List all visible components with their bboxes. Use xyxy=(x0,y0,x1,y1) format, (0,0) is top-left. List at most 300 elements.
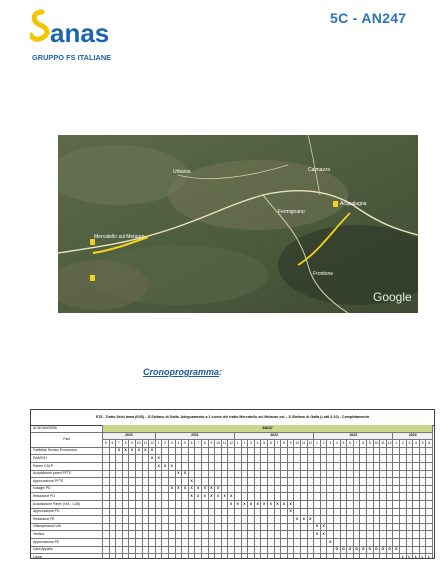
schedule-cell xyxy=(235,516,242,524)
schedule-cell xyxy=(426,463,433,471)
schedule-cell xyxy=(321,493,328,501)
schedule-title: E78 - Tratto Selci lama (E45) – S.Stefano di Gaifa. Adeguamento a 2 corsie del tratto Mercatello sul Metauro est – S.Stefano di Gaifa (Lotti 5-10) - Completamento xyxy=(31,410,434,426)
schedule-cell xyxy=(103,531,110,539)
schedule-cell xyxy=(162,539,169,547)
schedule-cell xyxy=(136,471,143,479)
schedule-cell xyxy=(136,455,143,463)
schedule-cell xyxy=(360,463,367,471)
schedule-cell xyxy=(235,493,242,501)
schedule-cell xyxy=(275,455,282,463)
schedule-cell xyxy=(129,539,136,547)
schedule-cell xyxy=(301,509,308,517)
schedule-cell xyxy=(281,547,288,555)
schedule-cell xyxy=(103,524,110,532)
schedule-cell xyxy=(136,554,143,559)
schedule-cell xyxy=(288,448,295,456)
schedule-cell xyxy=(374,554,381,559)
schedule-cell xyxy=(268,547,275,555)
schedule-cell xyxy=(288,478,295,486)
schedule-cell xyxy=(334,486,341,494)
schedule-cell xyxy=(334,539,341,547)
schedule-cell xyxy=(255,516,262,524)
schedule-cell xyxy=(367,471,374,479)
schedule-cell xyxy=(288,539,295,547)
schedule-cell xyxy=(182,554,189,559)
schedule-cell xyxy=(136,524,143,532)
schedule-cell xyxy=(420,539,427,547)
schedule-cell xyxy=(374,501,381,509)
schedule-mark: G xyxy=(354,547,361,555)
schedule-cell xyxy=(301,554,308,559)
schedule-cell xyxy=(116,531,123,539)
schedule-cell xyxy=(380,493,387,501)
schedule-mark: L xyxy=(413,554,420,559)
schedule-cell xyxy=(129,554,136,559)
schedule-mark: L xyxy=(420,554,427,559)
schedule-cell xyxy=(176,554,183,559)
schedule-cell xyxy=(228,463,235,471)
month-header: 10 xyxy=(136,440,143,448)
schedule-cell xyxy=(110,554,117,559)
schedule-cell xyxy=(321,539,328,547)
schedule-cell xyxy=(189,524,196,532)
schedule-cell xyxy=(426,493,433,501)
schedule-cell xyxy=(393,486,400,494)
schedule-cell xyxy=(222,471,229,479)
schedule-cell xyxy=(374,516,381,524)
schedule-cell xyxy=(367,524,374,532)
schedule-cell xyxy=(136,486,143,494)
schedule-mark: X xyxy=(288,509,295,517)
schedule-cell xyxy=(242,493,249,501)
schedule-cell xyxy=(255,478,262,486)
schedule-cell xyxy=(288,493,295,501)
schedule-cell xyxy=(413,478,420,486)
schedule-cell xyxy=(321,471,328,479)
month-header: 8 xyxy=(281,440,288,448)
schedule-cell xyxy=(281,486,288,494)
schedule-cell xyxy=(294,455,301,463)
month-header: 7 xyxy=(195,440,202,448)
schedule-cell xyxy=(341,524,348,532)
schedule-mark: X xyxy=(222,493,229,501)
code-label: ACNOAN00096 xyxy=(31,425,103,433)
schedule-cell xyxy=(123,493,130,501)
schedule-cell xyxy=(261,486,268,494)
schedule-cell xyxy=(255,509,262,517)
schedule-cell xyxy=(354,471,361,479)
schedule-cell xyxy=(354,516,361,524)
schedule-cell xyxy=(380,524,387,532)
schedule-mark: X xyxy=(261,501,268,509)
schedule-cell xyxy=(182,516,189,524)
schedule-mark: L xyxy=(407,554,414,559)
schedule-cell xyxy=(202,509,209,517)
schedule-cell xyxy=(420,478,427,486)
schedule-cell xyxy=(116,471,123,479)
schedule-cell xyxy=(209,524,216,532)
schedule-cell xyxy=(380,509,387,517)
year-header: 2022 xyxy=(235,433,314,441)
schedule-cell xyxy=(334,554,341,559)
schedule-cell xyxy=(235,455,242,463)
schedule-cell xyxy=(156,509,163,517)
schedule-cell xyxy=(103,539,110,547)
schedule-cell xyxy=(228,471,235,479)
schedule-cell xyxy=(393,463,400,471)
schedule-cell xyxy=(209,471,216,479)
schedule-cell xyxy=(136,516,143,524)
schedule-cell xyxy=(228,486,235,494)
schedule-cell xyxy=(354,501,361,509)
schedule-cell xyxy=(176,478,183,486)
schedule-cell xyxy=(281,539,288,547)
schedule-cell xyxy=(116,493,123,501)
schedule-cell xyxy=(301,448,308,456)
schedule-cell xyxy=(400,455,407,463)
schedule-cell xyxy=(367,501,374,509)
schedule-table xyxy=(30,409,435,559)
schedule-cell xyxy=(288,531,295,539)
schedule-cell xyxy=(189,554,196,559)
month-header: 3 xyxy=(327,440,334,448)
schedule-cell xyxy=(314,547,321,555)
schedule-cell xyxy=(380,478,387,486)
schedule-cell xyxy=(143,471,150,479)
schedule-cell xyxy=(261,455,268,463)
schedule-cell xyxy=(215,463,222,471)
schedule-cell xyxy=(242,524,249,532)
schedule-cell xyxy=(215,509,222,517)
schedule-cell xyxy=(321,448,328,456)
schedule-cell xyxy=(308,463,315,471)
schedule-cell xyxy=(380,516,387,524)
schedule-cell xyxy=(327,493,334,501)
schedule-cell xyxy=(393,455,400,463)
month-header: 4 xyxy=(255,440,262,448)
schedule-cell xyxy=(222,463,229,471)
schedule-mark: X xyxy=(301,516,308,524)
month-header: 5 xyxy=(103,440,110,448)
month-header: 10 xyxy=(294,440,301,448)
schedule-mark: G xyxy=(393,547,400,555)
schedule-cell xyxy=(327,455,334,463)
schedule-cell xyxy=(235,509,242,517)
schedule-cell xyxy=(407,455,414,463)
schedule-cell xyxy=(387,539,394,547)
schedule-cell xyxy=(420,471,427,479)
schedule-cell xyxy=(400,531,407,539)
schedule-cell xyxy=(162,509,169,517)
schedule-cell xyxy=(110,524,117,532)
schedule-cell xyxy=(169,493,176,501)
month-header: 8 xyxy=(202,440,209,448)
schedule-cell xyxy=(420,524,427,532)
schedule-cell xyxy=(360,448,367,456)
schedule-cell xyxy=(327,531,334,539)
schedule-cell xyxy=(321,486,328,494)
phase-row-label: Fattibilità Tecnico Economica xyxy=(31,448,103,456)
schedule-cell xyxy=(294,554,301,559)
schedule-mark: X xyxy=(182,486,189,494)
schedule-cell xyxy=(380,463,387,471)
schedule-cell xyxy=(235,547,242,555)
schedule-cell xyxy=(327,554,334,559)
schedule-cell xyxy=(301,463,308,471)
phase-row-label: Approvazione PE xyxy=(31,539,103,547)
schedule-cell xyxy=(268,554,275,559)
schedule-cell xyxy=(426,539,433,547)
schedule-cell xyxy=(110,448,117,456)
schedule-cell xyxy=(162,524,169,532)
schedule-cell xyxy=(103,516,110,524)
phase-row-label: Redazione PE xyxy=(31,516,103,524)
schedule-cell xyxy=(308,493,315,501)
schedule-cell xyxy=(222,547,229,555)
schedule-cell xyxy=(360,524,367,532)
schedule-cell xyxy=(143,493,150,501)
schedule-cell xyxy=(327,547,334,555)
schedule-mark: X xyxy=(189,493,196,501)
schedule-mark: X xyxy=(195,493,202,501)
schedule-cell xyxy=(360,516,367,524)
schedule-cell xyxy=(360,455,367,463)
schedule-cell xyxy=(367,486,374,494)
schedule-cell xyxy=(407,501,414,509)
schedule-cell xyxy=(347,539,354,547)
schedule-cell xyxy=(242,463,249,471)
schedule-cell xyxy=(202,471,209,479)
schedule-mark: G xyxy=(380,547,387,555)
phase-row-label: Ottemperanza VIA xyxy=(31,524,103,532)
schedule-cell xyxy=(347,501,354,509)
schedule-cell xyxy=(308,486,315,494)
schedule-cell xyxy=(261,524,268,532)
schedule-cell xyxy=(215,501,222,509)
schedule-cell xyxy=(235,486,242,494)
schedule-cell xyxy=(354,554,361,559)
schedule-mark: G xyxy=(374,547,381,555)
schedule-cell xyxy=(123,455,130,463)
schedule-cell xyxy=(242,509,249,517)
schedule-cell xyxy=(136,509,143,517)
schedule-cell xyxy=(103,547,110,555)
schedule-cell xyxy=(275,531,282,539)
schedule-cell xyxy=(341,463,348,471)
schedule-cell xyxy=(248,547,255,555)
schedule-cell xyxy=(393,501,400,509)
schedule-cell xyxy=(103,478,110,486)
schedule-cell xyxy=(182,455,189,463)
schedule-cell xyxy=(268,486,275,494)
schedule-cell xyxy=(268,478,275,486)
schedule-cell xyxy=(176,531,183,539)
schedule-cell xyxy=(301,501,308,509)
schedule-cell xyxy=(321,455,328,463)
schedule-mark: X xyxy=(123,448,130,456)
schedule-cell xyxy=(202,516,209,524)
schedule-cell xyxy=(387,509,394,517)
schedule-cell xyxy=(281,463,288,471)
schedule-cell xyxy=(347,471,354,479)
month-header: 12 xyxy=(308,440,315,448)
schedule-cell xyxy=(110,509,117,517)
schedule-mark: X xyxy=(195,486,202,494)
schedule-cell xyxy=(215,531,222,539)
month-header: 5 xyxy=(182,440,189,448)
schedule-cell xyxy=(334,501,341,509)
schedule-mark: X xyxy=(143,448,150,456)
schedule-cell xyxy=(195,471,202,479)
schedule-cell xyxy=(387,486,394,494)
schedule-mark: X xyxy=(209,493,216,501)
schedule-cell xyxy=(334,516,341,524)
schedule-cell xyxy=(294,524,301,532)
schedule-cell xyxy=(354,486,361,494)
schedule-cell xyxy=(387,516,394,524)
schedule-cell xyxy=(268,516,275,524)
phase-row-label: Verifica xyxy=(31,531,103,539)
schedule-cell xyxy=(294,493,301,501)
schedule-cell xyxy=(149,547,156,555)
schedule-cell xyxy=(275,448,282,456)
schedule-cell xyxy=(380,501,387,509)
schedule-cell xyxy=(156,516,163,524)
schedule-cell xyxy=(281,493,288,501)
schedule-cell xyxy=(308,531,315,539)
schedule-cell xyxy=(209,547,216,555)
month-header: 11 xyxy=(380,440,387,448)
schedule-cell xyxy=(209,516,216,524)
month-header: 2 xyxy=(242,440,249,448)
schedule-cell xyxy=(387,554,394,559)
schedule-cell xyxy=(301,486,308,494)
schedule-mark: X xyxy=(308,516,315,524)
schedule-cell xyxy=(374,493,381,501)
schedule-cell xyxy=(308,554,315,559)
schedule-mark: X xyxy=(228,501,235,509)
schedule-cell xyxy=(228,547,235,555)
schedule-cell xyxy=(268,539,275,547)
schedule-cell xyxy=(367,463,374,471)
schedule-cell xyxy=(222,501,229,509)
schedule-cell xyxy=(116,539,123,547)
month-header: 8 xyxy=(360,440,367,448)
schedule-cell xyxy=(281,516,288,524)
schedule-cell xyxy=(374,486,381,494)
schedule-cell xyxy=(294,478,301,486)
schedule-cell xyxy=(182,478,189,486)
schedule-mark: L xyxy=(400,554,407,559)
schedule-cell xyxy=(143,524,150,532)
schedule-cell xyxy=(334,448,341,456)
schedule-cell xyxy=(367,455,374,463)
schedule-mark: X xyxy=(321,524,328,532)
schedule-cell xyxy=(255,531,262,539)
schedule-cell xyxy=(110,516,117,524)
schedule-cell xyxy=(393,509,400,517)
schedule-cell xyxy=(334,471,341,479)
schedule-cell xyxy=(116,486,123,494)
schedule-cell xyxy=(182,524,189,532)
schedule-cell xyxy=(393,448,400,456)
schedule-cell xyxy=(334,493,341,501)
schedule-cell xyxy=(156,554,163,559)
schedule-cell xyxy=(248,524,255,532)
schedule-cell xyxy=(248,448,255,456)
schedule-cell xyxy=(149,478,156,486)
schedule-cell xyxy=(426,547,433,555)
schedule-mark: X xyxy=(202,493,209,501)
schedule-cell xyxy=(387,531,394,539)
schedule-cell xyxy=(103,448,110,456)
month-header: 6 xyxy=(189,440,196,448)
schedule-cell xyxy=(426,455,433,463)
schedule-cell xyxy=(156,471,163,479)
schedule-cell xyxy=(215,524,222,532)
schedule-mark: G xyxy=(360,547,367,555)
schedule-mark: X xyxy=(116,448,123,456)
schedule-cell xyxy=(400,539,407,547)
month-header: 11 xyxy=(222,440,229,448)
schedule-cell xyxy=(156,501,163,509)
schedule-cell xyxy=(301,539,308,547)
schedule-cell xyxy=(261,547,268,555)
schedule-cell xyxy=(374,455,381,463)
schedule-cell xyxy=(143,478,150,486)
schedule-cell xyxy=(149,501,156,509)
map-label: Acqualagna xyxy=(340,201,367,207)
schedule-cell xyxy=(308,547,315,555)
schedule-cell xyxy=(209,463,216,471)
phase-row-label: Acquisizione pareri PFTE xyxy=(31,471,103,479)
schedule-cell xyxy=(327,471,334,479)
phase-row-label: Approvazione PFTE xyxy=(31,478,103,486)
schedule-cell xyxy=(222,486,229,494)
schedule-cell xyxy=(143,501,150,509)
schedule-cell xyxy=(288,471,295,479)
schedule-cell xyxy=(294,539,301,547)
code-value: AN247 xyxy=(103,425,433,433)
month-header: 3 xyxy=(407,440,414,448)
schedule-cell xyxy=(327,509,334,517)
anas-logo xyxy=(30,8,140,64)
schedule-cell xyxy=(261,539,268,547)
schedule-cell xyxy=(162,478,169,486)
schedule-cell xyxy=(116,463,123,471)
schedule-cell xyxy=(407,478,414,486)
schedule-cell xyxy=(129,455,136,463)
schedule-cell xyxy=(162,455,169,463)
schedule-mark: X xyxy=(215,493,222,501)
schedule-cell xyxy=(215,455,222,463)
schedule-cell xyxy=(248,554,255,559)
schedule-cell xyxy=(123,486,130,494)
schedule-cell xyxy=(275,478,282,486)
month-header: 6 xyxy=(268,440,275,448)
schedule-cell xyxy=(129,547,136,555)
schedule-cell xyxy=(327,516,334,524)
schedule-cell xyxy=(143,486,150,494)
schedule-cell xyxy=(413,509,420,517)
schedule-cell xyxy=(387,471,394,479)
schedule-cell xyxy=(334,509,341,517)
schedule-mark: X xyxy=(294,516,301,524)
schedule-cell xyxy=(380,471,387,479)
schedule-cell xyxy=(116,501,123,509)
schedule-cell xyxy=(149,509,156,517)
schedule-mark: X xyxy=(248,501,255,509)
